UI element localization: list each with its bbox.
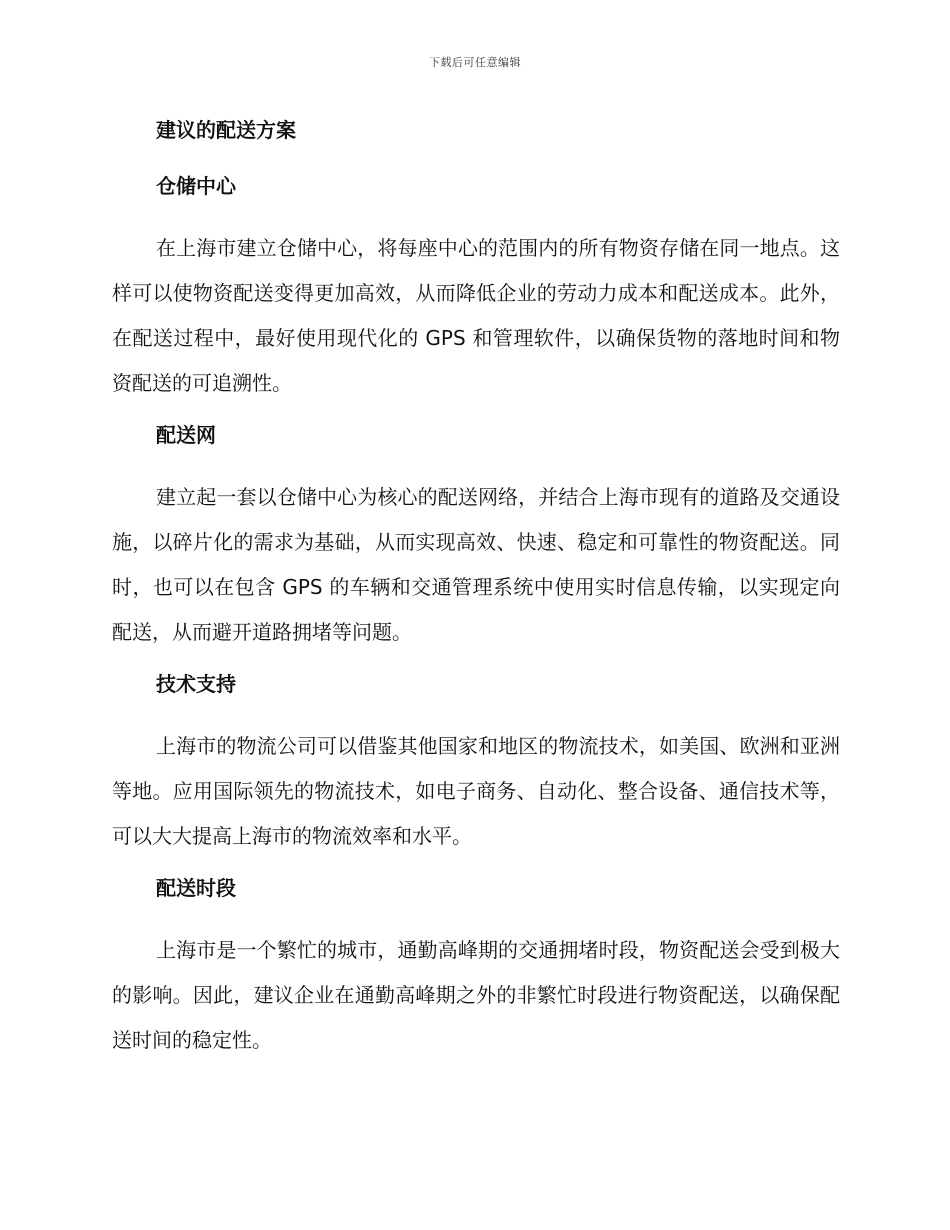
section-warehouse-center <box>112 170 840 406</box>
section-distribution-network <box>112 419 840 655</box>
section-heading: 配送时段 <box>156 876 236 900</box>
section-heading: 仓储中心 <box>156 174 236 198</box>
document-content <box>112 114 840 1076</box>
section-delivery-time <box>112 872 840 1063</box>
section-paragraph: 建立起一套以仓储中心为核心的配送网络，并结合上海市现有的道路及交通设施，以碎片化的需求为基础，从而实现高效、快速、稳定和可靠性的物资配送。同时，也可以在包含 GPS 的车辆和交通管理系统中使用实时信息传输，以实现定向配送，从而避开道路拥堵等问题。 <box>112 485 840 644</box>
section-technical-support <box>112 668 840 859</box>
section-paragraph: 上海市是一个繁忙的城市，通勤高峰期的交通拥堵时段，物资配送会受到极大的影响。因此，建议企业在通勤高峰期之外的非繁忙时段进行物资配送，以确保配送时间的稳定性。 <box>112 938 840 1052</box>
section-heading: 配送网 <box>156 423 216 447</box>
section-paragraph: 在上海市建立仓储中心，将每座中心的范围内的所有物资存储在同一地点。这样可以使物资配送变得更加高效，从而降低企业的劳动力成本和配送成本。此外，在配送过程中，最好使用现代化的 GPS 和管理软件，以确保货物的落地时间和物资配送的可追溯性。 <box>112 236 840 395</box>
document-title: 建议的配送方案 <box>156 118 296 142</box>
section-paragraph: 上海市的物流公司可以借鉴其他国家和地区的物流技术，如美国、欧洲和亚洲等地。应用国际领先的物流技术，如电子商务、自动化、整合设备、通信技术等，可以大大提高上海市的物流效率和水平。 <box>112 734 840 848</box>
section-heading: 技术支持 <box>156 672 236 696</box>
header-note: 下载后可任意编辑 <box>429 56 521 69</box>
